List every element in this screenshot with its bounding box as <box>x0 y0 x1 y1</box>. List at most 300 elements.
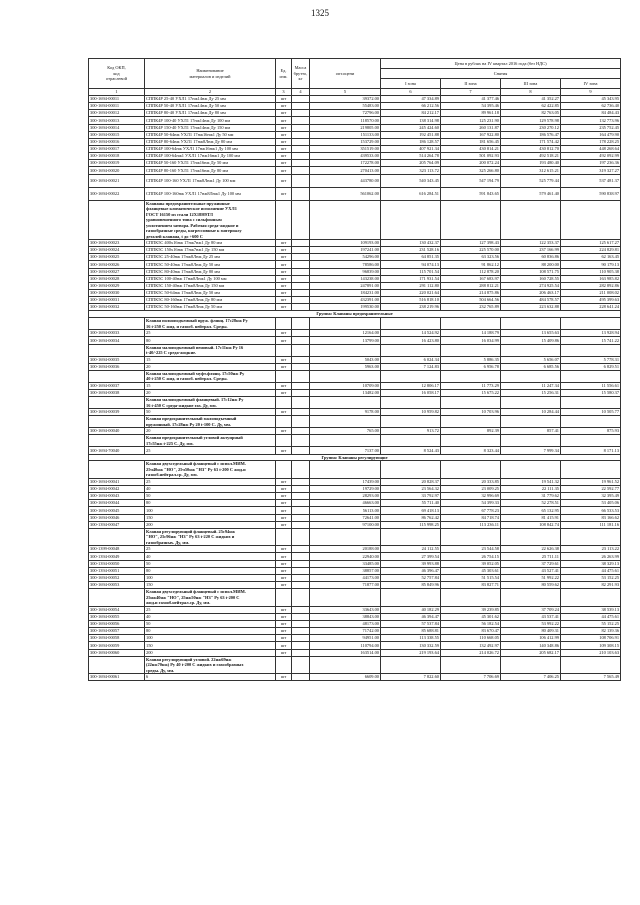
cell-name: СППК4Р 25-40 УХЛ1 17нж14нж Ду 25 мм <box>145 96 276 103</box>
cell-name: 80 <box>145 628 276 635</box>
cell-price-zone-1: 10 959.82 <box>381 409 441 416</box>
cell-name: СППК4Р 50-40 УХЛ1 17нж14нж Ду 50 мм <box>145 103 276 110</box>
cell-unit: шт <box>276 363 292 370</box>
cell-name: 20 <box>145 363 276 370</box>
index-cell: 2 <box>145 89 276 96</box>
cell-unit: шт <box>276 567 292 574</box>
cell-code: 300-1694-00011 <box>89 96 145 103</box>
cell-mass <box>292 500 310 507</box>
cell-name: 50 <box>145 560 276 567</box>
cell-code: 300-1394-00050 <box>89 560 145 567</box>
section-empty-cell <box>501 461 561 479</box>
cell-price-zone-3: 11 247.34 <box>501 382 561 389</box>
section-empty-cell <box>381 200 441 240</box>
section-title-line: газооб.нейтрал.ср. Ду, мм. <box>146 472 198 478</box>
cell-code: 300-1394-00047 <box>89 521 145 528</box>
index-cell: 7 <box>441 89 501 96</box>
section-empty-cell <box>501 589 561 607</box>
cell-name: 80 <box>145 337 276 344</box>
cell-name: СППК4Р 100-160 УХЛ1 17нж8Лнж1 Ду 100 мм <box>145 174 276 187</box>
table-row <box>89 124 621 131</box>
header-zone-1: I зона <box>381 79 441 89</box>
index-cell: 4 <box>292 89 310 96</box>
cell-price-zone-1: 913.72 <box>381 428 441 435</box>
index-cell: 1 <box>89 89 145 96</box>
cell-price-zone-2: 83 670.47 <box>441 628 501 635</box>
cell-price-zone-3: 7 406.25 <box>501 674 561 681</box>
cell-price-zone-1: 57 537.84 <box>381 620 441 627</box>
cell-price-zone-1: 86 762.42 <box>381 514 441 521</box>
cell-code: 300-1694-00044 <box>89 500 145 507</box>
cell-price-zone-2: 67 778.23 <box>441 507 501 514</box>
section-title-line: Клапан регулирующий угловой. 22нж69нж <box>146 656 232 662</box>
cell-wholesale: 153729.00 <box>310 138 381 145</box>
cell-price-zone-2: 8 323.44 <box>441 447 501 454</box>
cell-price-zone-4: 448 268.64 <box>561 145 621 152</box>
cell-unit: шт <box>276 478 292 485</box>
section-row <box>89 318 621 330</box>
header-zone-2: II зона <box>441 79 501 89</box>
table-row <box>89 567 621 574</box>
cell-price-zone-4: 7 565.49 <box>561 674 621 681</box>
section-empty-cell <box>381 416 441 428</box>
cell-price-zone-4: 82 139.36 <box>561 628 621 635</box>
cell-unit: шт <box>276 290 292 297</box>
section-empty-cell <box>441 656 501 674</box>
section-empty-cell <box>276 416 292 428</box>
header-unit: Ед. изм. <box>276 59 292 89</box>
section-empty-cell <box>561 656 621 674</box>
cell-price-zone-3: 171 574.42 <box>501 138 561 145</box>
section-row <box>89 656 621 674</box>
table-row <box>89 247 621 254</box>
cell-wholesale: 78586.00 <box>310 261 381 268</box>
cell-price-zone-2: 54 399.33 <box>441 500 501 507</box>
cell-price-zone-4: 235 752.45 <box>561 124 621 131</box>
cell-price-zone-2: 16 034.99 <box>441 337 501 344</box>
cell-price-zone-1: 115 701.54 <box>381 268 441 275</box>
cell-mass <box>292 382 310 389</box>
table-row <box>89 500 621 507</box>
cell-wholesale: 199530.00 <box>310 304 381 311</box>
section-empty-cell <box>381 589 441 607</box>
cell-unit: шт <box>276 145 292 152</box>
cell-name: 100 <box>145 507 276 514</box>
cell-name: 80 <box>145 567 276 574</box>
cell-price-zone-3: 25 711.11 <box>501 553 561 560</box>
section-empty-cell <box>381 656 441 674</box>
cell-price-zone-3: 13 655.63 <box>501 330 561 337</box>
cell-price-zone-4: 53 405.06 <box>561 500 621 507</box>
cell-wholesale: 351519.00 <box>310 145 381 152</box>
section-row <box>89 200 621 240</box>
group-title: Группа: Клапаны предохранительные <box>89 311 621 318</box>
section-empty-cell <box>441 318 501 330</box>
cell-wholesale: 33485.00 <box>310 560 381 567</box>
cell-code: 300-1694-00055 <box>89 613 145 620</box>
table-row <box>89 521 621 528</box>
cell-price-zone-4: 590 838.97 <box>561 187 621 200</box>
cell-price-zone-1: 94 074.13 <box>381 261 441 268</box>
cell-price-zone-4: 319 327.27 <box>561 167 621 174</box>
group-title: Группа: Клапаны регулирующие <box>89 454 621 461</box>
cell-price-zone-3: 205 682.17 <box>501 649 561 656</box>
section-title <box>145 656 276 674</box>
cell-price-zone-2: 591 843.65 <box>441 187 501 200</box>
cell-name: СППК4Р 80-40 УХЛ1 17нж14нж Ду 80 мм <box>145 110 276 117</box>
cell-price-zone-2: 127 398.43 <box>441 240 501 247</box>
cell-unit: шт <box>276 620 292 627</box>
cell-price-zone-1: 8 524.43 <box>381 447 441 454</box>
cell-code: 300-1694-00032 <box>89 304 145 311</box>
section-title-line: 17с55нж t-225 С. Ду, мм. <box>146 440 194 446</box>
cell-price-zone-1: 84 212.17 <box>381 110 441 117</box>
table-row <box>89 560 621 567</box>
cell-code: 300-1394-00049 <box>89 553 145 560</box>
cell-mass <box>292 240 310 247</box>
table-row <box>89 428 621 435</box>
cell-wholesale: 143238.00 <box>310 275 381 282</box>
section-empty-cell <box>501 656 561 674</box>
cell-price-zone-1: 23 564.32 <box>381 485 441 492</box>
cell-price-zone-1: 238 219.96 <box>381 304 441 311</box>
cell-price-zone-3: 80 409.31 <box>501 628 561 635</box>
cell-unit: шт <box>276 642 292 649</box>
section-title-line: Клапаны предохранительные пружинные <box>146 200 230 206</box>
cell-price-zone-2: 167 683.97 <box>441 275 501 282</box>
cell-unit: шт <box>276 247 292 254</box>
cell-price-zone-2: 39 052.05 <box>441 560 501 567</box>
cell-price-zone-1: 516 818.10 <box>381 297 441 304</box>
cell-price-zone-2: 167 922.80 <box>441 131 501 138</box>
table-row <box>89 642 621 649</box>
section-empty-cell <box>292 461 310 479</box>
table-row <box>89 635 621 642</box>
section-empty-cell <box>561 397 621 409</box>
cell-name: СППК4Р 150-40 УХЛ1 17нж14нж Ду 150 мм <box>145 124 276 131</box>
section-empty-cell <box>441 416 501 428</box>
cell-unit: шт <box>276 649 292 656</box>
cell-unit: шт <box>276 574 292 581</box>
cell-unit: шт <box>276 160 292 167</box>
cell-mass <box>292 574 310 581</box>
cell-name: 150 <box>145 642 276 649</box>
section-empty-cell <box>310 318 381 330</box>
section-empty-cell <box>310 200 381 240</box>
section-empty-cell <box>89 435 145 447</box>
cell-price-zone-4: 178 228.25 <box>561 138 621 145</box>
cell-mass <box>292 485 310 492</box>
cell-unit: шт <box>276 606 292 613</box>
cell-price-zone-3: 140 348.86 <box>501 642 561 649</box>
cell-wholesale: 13482.00 <box>310 389 381 396</box>
cell-price-zone-4: 11 556.61 <box>561 382 621 389</box>
cell-price-zone-4: 108 706.91 <box>561 635 621 642</box>
cell-unit: шт <box>276 500 292 507</box>
cell-mass <box>292 174 310 187</box>
section-title-line: (22нж70нж) Ру 40 t-200 С жидких и газообразных <box>146 662 244 668</box>
table-row <box>89 330 621 337</box>
table-row <box>89 290 621 297</box>
section-title <box>145 200 276 240</box>
cell-wholesale: 72796.00 <box>310 110 381 117</box>
section-empty-cell <box>501 200 561 240</box>
section-title-line: Клапан предохранительный угловой актуирный <box>146 435 243 441</box>
section-empty-cell <box>381 461 441 479</box>
cell-price-zone-3: 43 527.41 <box>501 567 561 574</box>
cell-unit: шт <box>276 261 292 268</box>
cell-price-zone-2: 41 377.46 <box>441 96 501 103</box>
cell-wholesale: 118570.00 <box>310 117 381 124</box>
cell-code: 300-1694-00011 <box>89 103 145 110</box>
cell-unit: шт <box>276 493 292 500</box>
cell-price-zone-3: 53 992.22 <box>501 620 561 627</box>
cell-unit: шт <box>276 275 292 282</box>
cell-unit: шт <box>276 628 292 635</box>
cell-wholesale: 765.00 <box>310 428 381 435</box>
page-number: 1325 <box>311 8 329 18</box>
cell-wholesale: 72641.00 <box>310 514 381 521</box>
cell-price-zone-3: 6 685.56 <box>501 363 561 370</box>
cell-price-zone-3: 22 626.38 <box>501 546 561 553</box>
cell-price-zone-2: 45 301.62 <box>441 613 501 620</box>
section-empty-cell <box>561 344 621 356</box>
table-row <box>89 160 621 167</box>
cell-price-zone-4: 109 308.15 <box>561 642 621 649</box>
table-row <box>89 447 621 454</box>
cell-price-zone-4: 44 475.61 <box>561 567 621 574</box>
cell-price-zone-2: 39 239.85 <box>441 606 501 613</box>
cell-mass <box>292 110 310 117</box>
cell-code: 300-1694-00013 <box>89 117 145 124</box>
cell-unit: шт <box>276 96 292 103</box>
cell-wholesale: 197241.00 <box>310 247 381 254</box>
cell-price-zone-1: 27 399.54 <box>381 553 441 560</box>
table-row <box>89 389 621 396</box>
cell-mass <box>292 642 310 649</box>
cell-price-zone-2: 214 875.86 <box>441 290 501 297</box>
cell-wholesale: 5043.00 <box>310 356 381 363</box>
section-empty-cell <box>292 416 310 428</box>
cell-price-zone-1: 47 334.89 <box>381 96 441 103</box>
cell-code: 300-1694-00042 <box>89 485 145 492</box>
price-table <box>88 58 621 681</box>
table-row <box>89 382 621 389</box>
table-row <box>89 145 621 152</box>
cell-price-zone-1: 55 711.40 <box>381 500 441 507</box>
section-title <box>145 435 276 447</box>
section-empty-cell <box>441 370 501 382</box>
section-row <box>89 435 621 447</box>
section-row <box>89 344 621 356</box>
cell-price-zone-1: 16 058.17 <box>381 389 441 396</box>
cell-wholesale: 46663.00 <box>310 500 381 507</box>
cell-mass <box>292 409 310 416</box>
cell-name: СППК5С 50-160нж 17нж8Лнж Ду 50 мм <box>145 304 276 311</box>
cell-code: 300-1694-00024 <box>89 247 145 254</box>
section-empty-cell <box>89 528 145 546</box>
section-title-line: среды. Ду, мм. <box>146 667 175 673</box>
table-row <box>89 582 621 589</box>
section-empty-cell <box>292 318 310 330</box>
cell-unit: шт <box>276 240 292 247</box>
index-cell: 9 <box>561 89 621 96</box>
cell-code: 300-1694-00016 <box>89 138 145 145</box>
section-empty-cell <box>310 589 381 607</box>
cell-price-zone-3: 7 999.34 <box>501 447 561 454</box>
cell-price-zone-1: 220 021.64 <box>381 290 441 297</box>
cell-price-zone-2: 125 231.90 <box>441 117 501 124</box>
cell-mass <box>292 447 310 454</box>
cell-price-zone-1: 115 998.25 <box>381 521 441 528</box>
cell-name: СППК4Р 80-160 УХЛ1 17нж16нж Ду 80 мм <box>145 167 276 174</box>
cell-unit: шт <box>276 110 292 117</box>
section-empty-cell <box>441 461 501 479</box>
section-empty-cell <box>276 435 292 447</box>
index-cell: 5 <box>310 89 381 96</box>
group-row <box>89 311 621 318</box>
cell-mass <box>292 275 310 282</box>
cell-price-zone-2: 54 395.46 <box>441 103 501 110</box>
cell-price-zone-3: 106 412.99 <box>501 635 561 642</box>
table-row <box>89 628 621 635</box>
section-empty-cell <box>501 397 561 409</box>
cell-code: 300-1694-00030 <box>89 290 145 297</box>
cell-name: 200 <box>145 521 276 528</box>
section-empty-cell <box>310 370 381 382</box>
cell-name: 50 <box>145 620 276 627</box>
cell-price-zone-4: 211 008.02 <box>561 290 621 297</box>
cell-price-zone-3: 122 353.37 <box>501 240 561 247</box>
table-row <box>89 674 621 681</box>
cell-code: 300-1694-00034 <box>89 337 145 344</box>
cell-wholesale: 39372.00 <box>310 96 381 103</box>
cell-price-zone-4: 163 985.82 <box>561 275 621 282</box>
cell-price-zone-4: 15 580.37 <box>561 389 621 396</box>
section-empty-cell <box>561 370 621 382</box>
section-empty-cell <box>89 416 145 428</box>
cell-price-zone-2: 200 072.24 <box>441 160 501 167</box>
section-empty-cell <box>292 370 310 382</box>
cell-code: 300-1694-00019 <box>89 160 145 167</box>
cell-wholesale: 7137.00 <box>310 447 381 454</box>
cell-wholesale: 48173.00 <box>310 620 381 627</box>
cell-mass <box>292 620 310 627</box>
section-empty-cell <box>561 589 621 607</box>
cell-mass <box>292 297 310 304</box>
cell-price-zone-3: 82 763.05 <box>501 110 561 117</box>
cell-price-zone-1: 64 851.35 <box>381 254 441 261</box>
cell-mass <box>292 649 310 656</box>
cell-price-zone-2: 501 092.93 <box>441 153 501 160</box>
section-empty-cell <box>381 397 441 409</box>
cell-price-zone-2: 6 956.78 <box>441 363 501 370</box>
cell-price-zone-4: 492 092.99 <box>561 153 621 160</box>
cell-mass <box>292 187 310 200</box>
cell-price-zone-4: 495 399.63 <box>561 297 621 304</box>
section-empty-cell <box>561 435 621 447</box>
cell-mass <box>292 514 310 521</box>
cell-name: 40 <box>145 485 276 492</box>
table-row <box>89 507 621 514</box>
table-row <box>89 103 621 110</box>
cell-unit: шт <box>276 546 292 553</box>
cell-price-zone-2: 430 814.21 <box>441 145 501 152</box>
section-empty-cell <box>501 435 561 447</box>
cell-mass <box>292 254 310 261</box>
section-title-line: 25нж40нж "НО", 25нж50нж "НЗ" Ру 63 t-200 С <box>146 594 240 600</box>
section-empty-cell <box>89 370 145 382</box>
header-wholesale: опт.оцени <box>310 59 381 89</box>
header-code: Код ОКП, код отраслевой <box>89 59 145 89</box>
cell-code: 300-1694-00052 <box>89 574 145 581</box>
cell-wholesale: 22940.00 <box>310 553 381 560</box>
section-empty-cell <box>292 528 310 546</box>
cell-price-zone-4: 84 484.43 <box>561 110 621 117</box>
cell-price-zone-1: 186 128.57 <box>381 138 441 145</box>
cell-price-zone-3: 10 284.44 <box>501 409 561 416</box>
cell-price-zone-1: 138 314.98 <box>381 117 441 124</box>
cell-price-zone-2: 547 194.79 <box>441 174 501 187</box>
cell-price-zone-1: 14 524.92 <box>381 330 441 337</box>
cell-wholesale: 71742.00 <box>310 628 381 635</box>
cell-name: 200 <box>145 649 276 656</box>
cell-name: СППК5С 100-40нж 17нж8Лнж1 Ду 100 мм <box>145 275 276 282</box>
cell-price-zone-3: 186 576.47 <box>501 131 561 138</box>
cell-mass <box>292 167 310 174</box>
cell-code: 300-1694-00045 <box>89 507 145 514</box>
section-title-line: Клапан регулирующий фланцевый. 25с94нж <box>146 528 235 534</box>
cell-code: 300-1694-00059 <box>89 642 145 649</box>
section-title-line: уравновешенного типа с сильфонным <box>146 217 222 223</box>
section-empty-cell <box>292 656 310 674</box>
cell-price-zone-1: 130 432.37 <box>381 240 441 247</box>
cell-unit: шт <box>276 174 292 187</box>
cell-price-zone-3: 237 166.99 <box>501 247 561 254</box>
section-empty-cell <box>501 528 561 546</box>
cell-price-zone-3: 65 132.95 <box>501 507 561 514</box>
cell-code: 300-1694-70040 <box>89 447 145 454</box>
cell-price-zone-1: 219 193.64 <box>381 649 441 656</box>
table-body <box>89 96 621 681</box>
cell-unit: шт <box>276 485 292 492</box>
cell-unit: шт <box>276 382 292 389</box>
section-empty-cell <box>310 435 381 447</box>
table-row <box>89 514 621 521</box>
cell-wholesale: 28293.00 <box>310 493 381 500</box>
cell-unit: шт <box>276 521 292 528</box>
section-empty-cell <box>276 589 292 607</box>
header-zone-4: IV зона <box>561 79 621 89</box>
header-mass: Масса брутто, кг <box>292 59 310 89</box>
table-row <box>89 649 621 656</box>
cell-unit: шт <box>276 117 292 124</box>
table-row <box>89 478 621 485</box>
cell-mass <box>292 124 310 131</box>
cell-price-zone-4: 537 481.37 <box>561 174 621 187</box>
cell-price-zone-1: 16 423.80 <box>381 337 441 344</box>
cell-wholesale: 94951.00 <box>310 635 381 642</box>
cell-code: 300-1694-00056 <box>89 620 145 627</box>
cell-wholesale: 5963.00 <box>310 363 381 370</box>
cell-price-zone-4: 22 592.77 <box>561 485 621 492</box>
cell-price-zone-3: 37 729.61 <box>501 560 561 567</box>
cell-unit: шт <box>276 103 292 110</box>
cell-wholesale: 247891.00 <box>310 282 381 289</box>
cell-code: 300-1694-00043 <box>89 493 145 500</box>
cell-name: 25 <box>145 447 276 454</box>
cell-price-zone-4: 111 181.16 <box>561 521 621 528</box>
